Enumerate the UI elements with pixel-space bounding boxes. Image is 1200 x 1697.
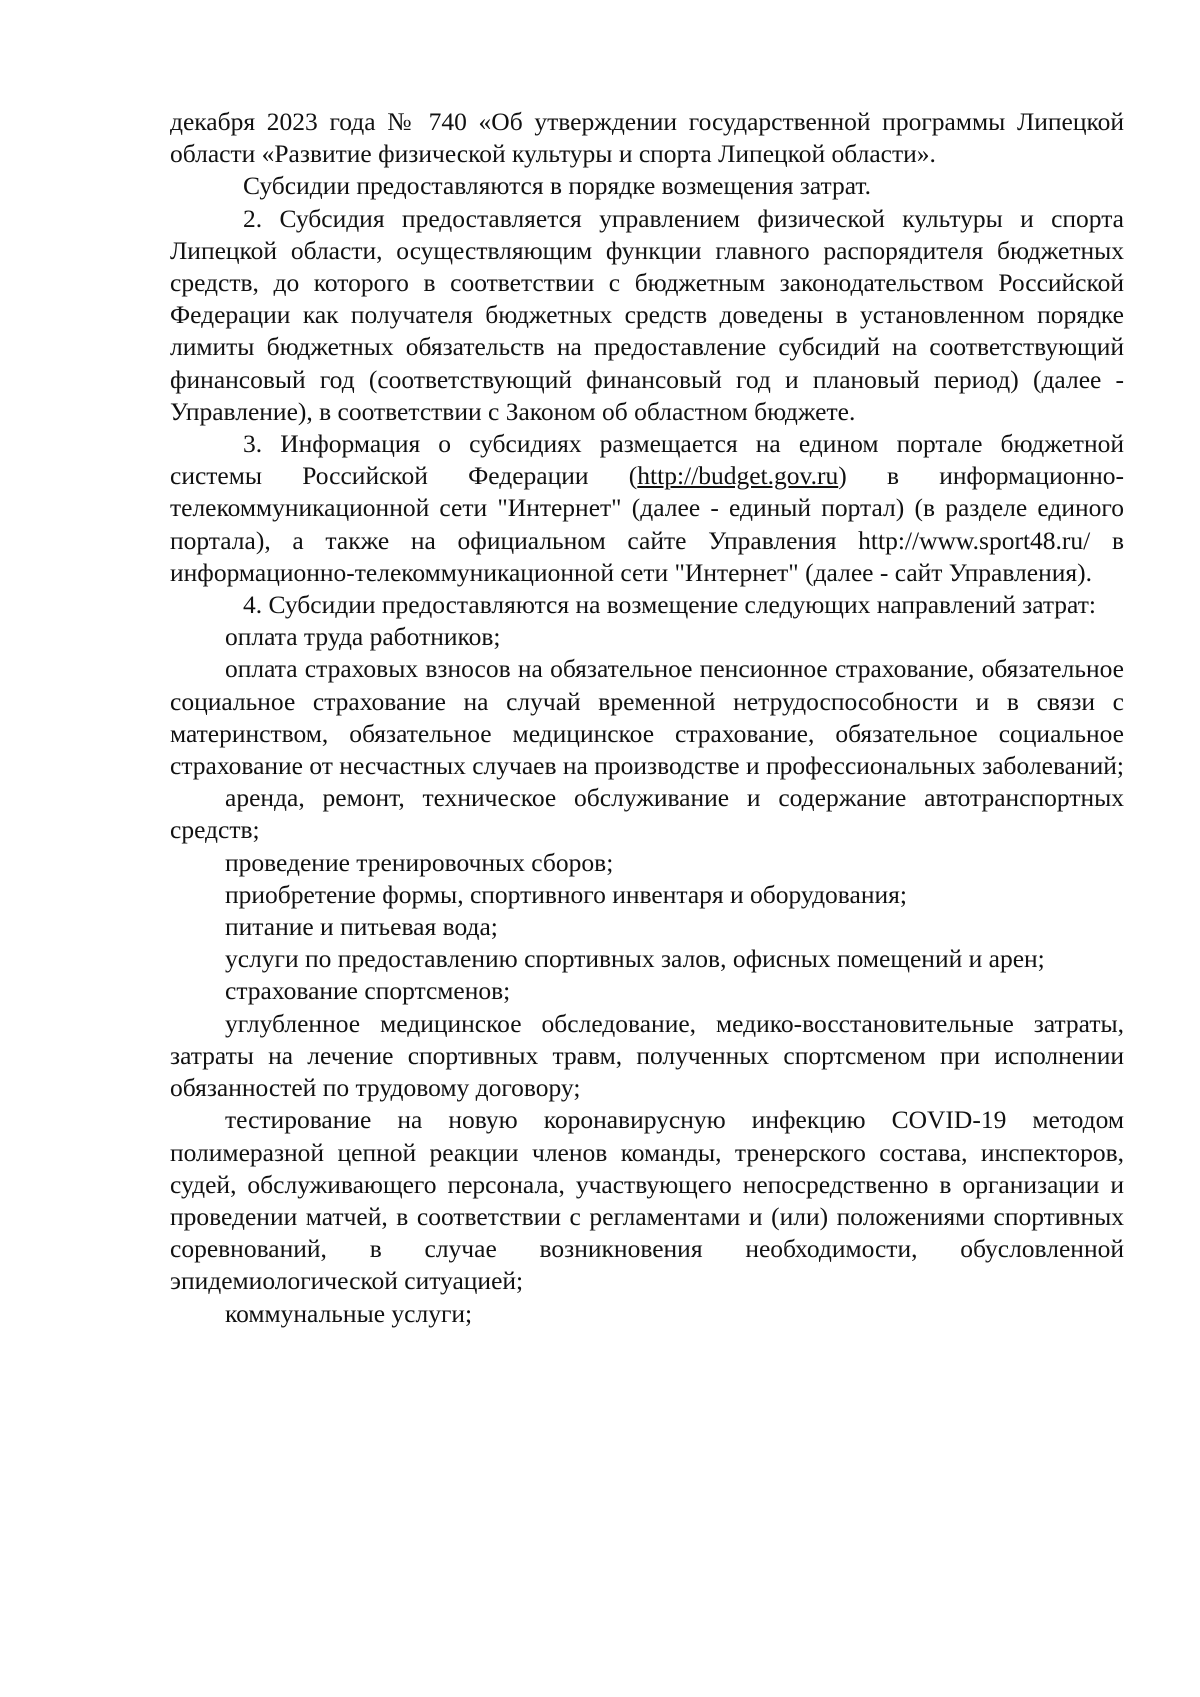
list-item-medical: углубленное медицинское обследование, медико-восстановительные затраты, затраты на лечение спортивных травм, полученных спортсменом при исполнении обязанностей по трудовому договору; (170, 1008, 1124, 1103)
paragraph-reimbursement-order: Субсидии предоставляются в порядке возмещения затрат. (243, 171, 871, 201)
list-item-food: питание и питьевая вода; (225, 912, 498, 942)
list-item-utilities: коммунальные услуги; (225, 1298, 473, 1328)
paragraph-item-4: 4. Субсидии предоставляются на возмещение следующих направлений затрат: (243, 590, 1096, 620)
paragraph-program-reference: декабря 2023 года № 740 «Об утверждении государственной программы Липецкой области «Развитие физической культуры и спорта Липецкой области». (170, 107, 1124, 169)
list-item-labor: оплата труда работников; (225, 622, 501, 652)
list-item-covid-testing: тестирование на новую коронавирусную инфекцию COVID-19 методом полимеразной цепной реакции членов команды, тренерского состава, инспекторов, судей, обслуживающего персонала, участвующего непосредственно в организации и проведении матчей, в соответствии с регламентами и (или) положениями спортивных соревнований, в случае возникновения необходимости, обусловленной эпидемиологической ситуацией; (170, 1105, 1124, 1296)
list-item-training-camps: проведение тренировочных сборов; (225, 847, 614, 877)
list-item-insurance-contributions: оплата страховых взносов на обязательное пенсионное страхование, обязательное социальное страхование на случай временной нетрудоспособности и в связи с материнством, обязательное медицинское страхование, обязательное социальное страхование от несчастных случаев на производстве и профессиональных заболеваний; (170, 654, 1124, 781)
item-3-text-end: ) в информационно-телекоммуникационной сети "Интернет" (далее - единый портал) (в разделе единого портала), а также на официальном сайте Управления http://www.sport48.ru/ в информационно-телекоммуникационной сети "Интернет" (далее - сайт Управления). (170, 461, 1124, 587)
paragraph-item-3 (170, 428, 1124, 589)
item-3-text-start: 3. Информация о субсидиях размещается на едином портале бюджетной системы Российской Федерации ( (170, 429, 1124, 491)
budget-portal-link[interactable]: http://budget.gov.ru (637, 461, 839, 491)
list-item-vehicles: аренда, ремонт, техническое обслуживание и содержание автотранспортных средств; (170, 783, 1124, 845)
list-item-venues: услуги по предоставлению спортивных залов, офисных помещений и арен; (225, 944, 1045, 974)
list-item-equipment: приобретение формы, спортивного инвентаря и оборудования; (225, 879, 907, 909)
list-item-athlete-insurance: страхование спортсменов; (225, 976, 511, 1006)
paragraph-item-2: 2. Субсидия предоставляется управлением физической культуры и спорта Липецкой области, осуществляющим функции главного распорядителя бюджетных средств, до которого в соответствии с бюджетным законодательством Российской Федерации как получателя бюджетных средств доведены в установленном порядке лимиты бюджетных обязательств на предоставление субсидий на соответствующий финансовый год (соответствующий финансовый год и плановый период) (далее - Управление), в соответствии с Законом об областном бюджете. (170, 203, 1124, 426)
